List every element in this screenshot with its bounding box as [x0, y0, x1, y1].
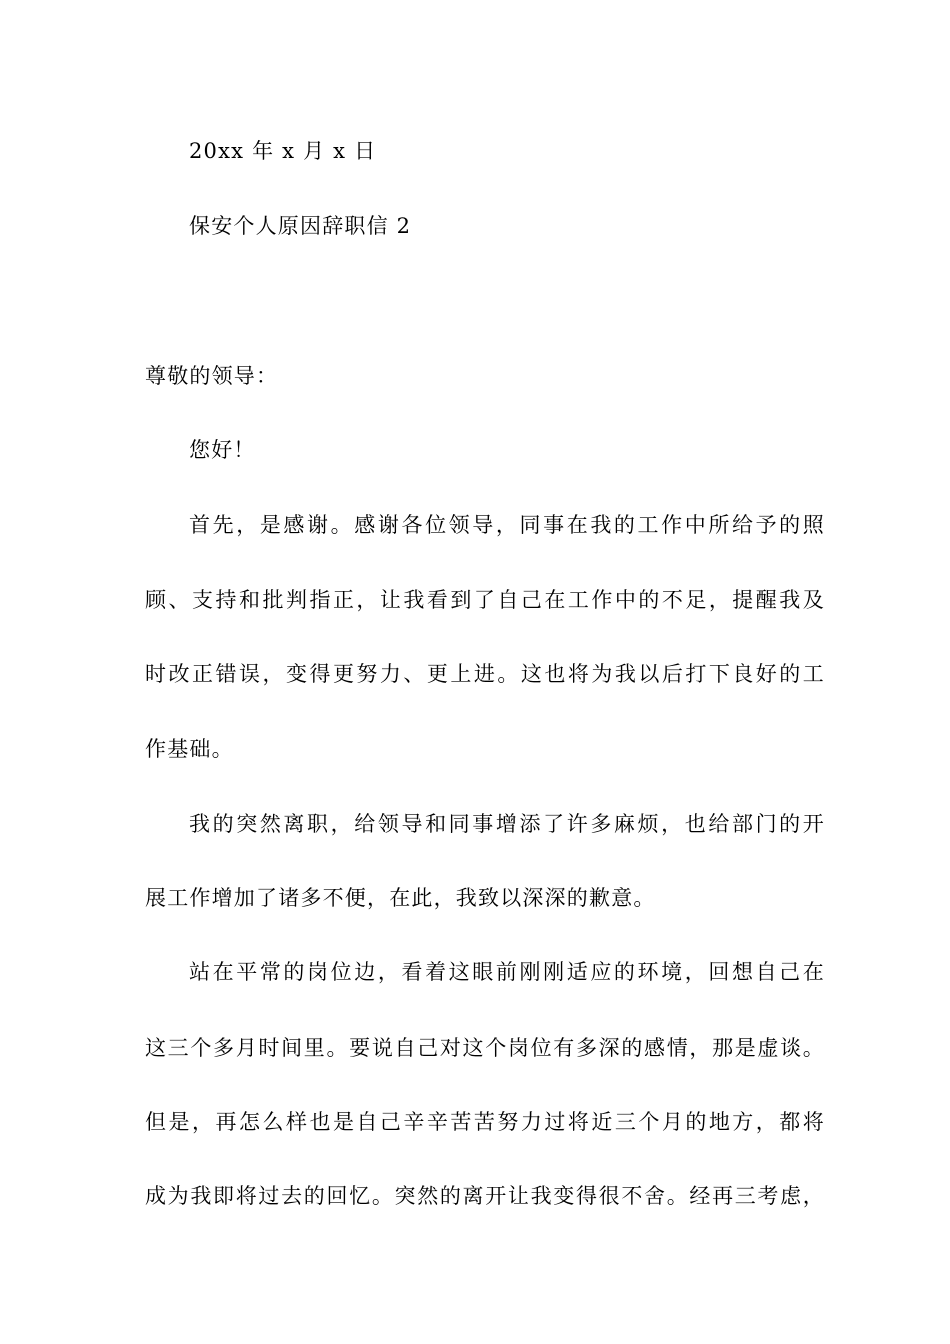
- paragraph-3-line-1: 站在平常的岗位边，看着这眼前刚刚适应的环境，回想自己在: [189, 960, 825, 984]
- paragraph-2-line-2: 展工作增加了诸多不便，在此，我致以深深的歉意。: [145, 886, 656, 910]
- paragraph-1-line-1: 首先，是感谢。感谢各位领导，同事在我的工作中所给予的照: [189, 513, 825, 537]
- paragraph-3-line-3: 但是，再怎么样也是自己辛辛苦苦努力过将近三个月的地方，都将: [145, 1110, 825, 1134]
- date-line: 20xx 年 x 月 x 日: [189, 139, 377, 163]
- paragraph-3-line-4: 成为我即将过去的回忆。突然的离开让我变得很不舍。经再三考虑，: [145, 1184, 825, 1208]
- paragraph-3-line-2: 这三个多月时间里。要说自己对这个岗位有多深的感情，那是虚谈。: [145, 1036, 825, 1060]
- salutation: 尊敬的领导：: [145, 364, 279, 388]
- paragraph-1-line-3: 时改正错误，变得更努力、更上进。这也将为我以后打下良好的工: [145, 662, 825, 686]
- paragraph-1-line-2: 顾、支持和批判指正，让我看到了自己在工作中的不足，提醒我及: [145, 588, 825, 612]
- section-title: 保安个人原因辞职信 2: [189, 214, 412, 238]
- greeting: 您好！: [189, 438, 256, 462]
- paragraph-1-line-4: 作基础。: [145, 737, 234, 761]
- paragraph-2-line-1: 我的突然离职，给领导和同事增添了许多麻烦，也给部门的开: [189, 812, 825, 836]
